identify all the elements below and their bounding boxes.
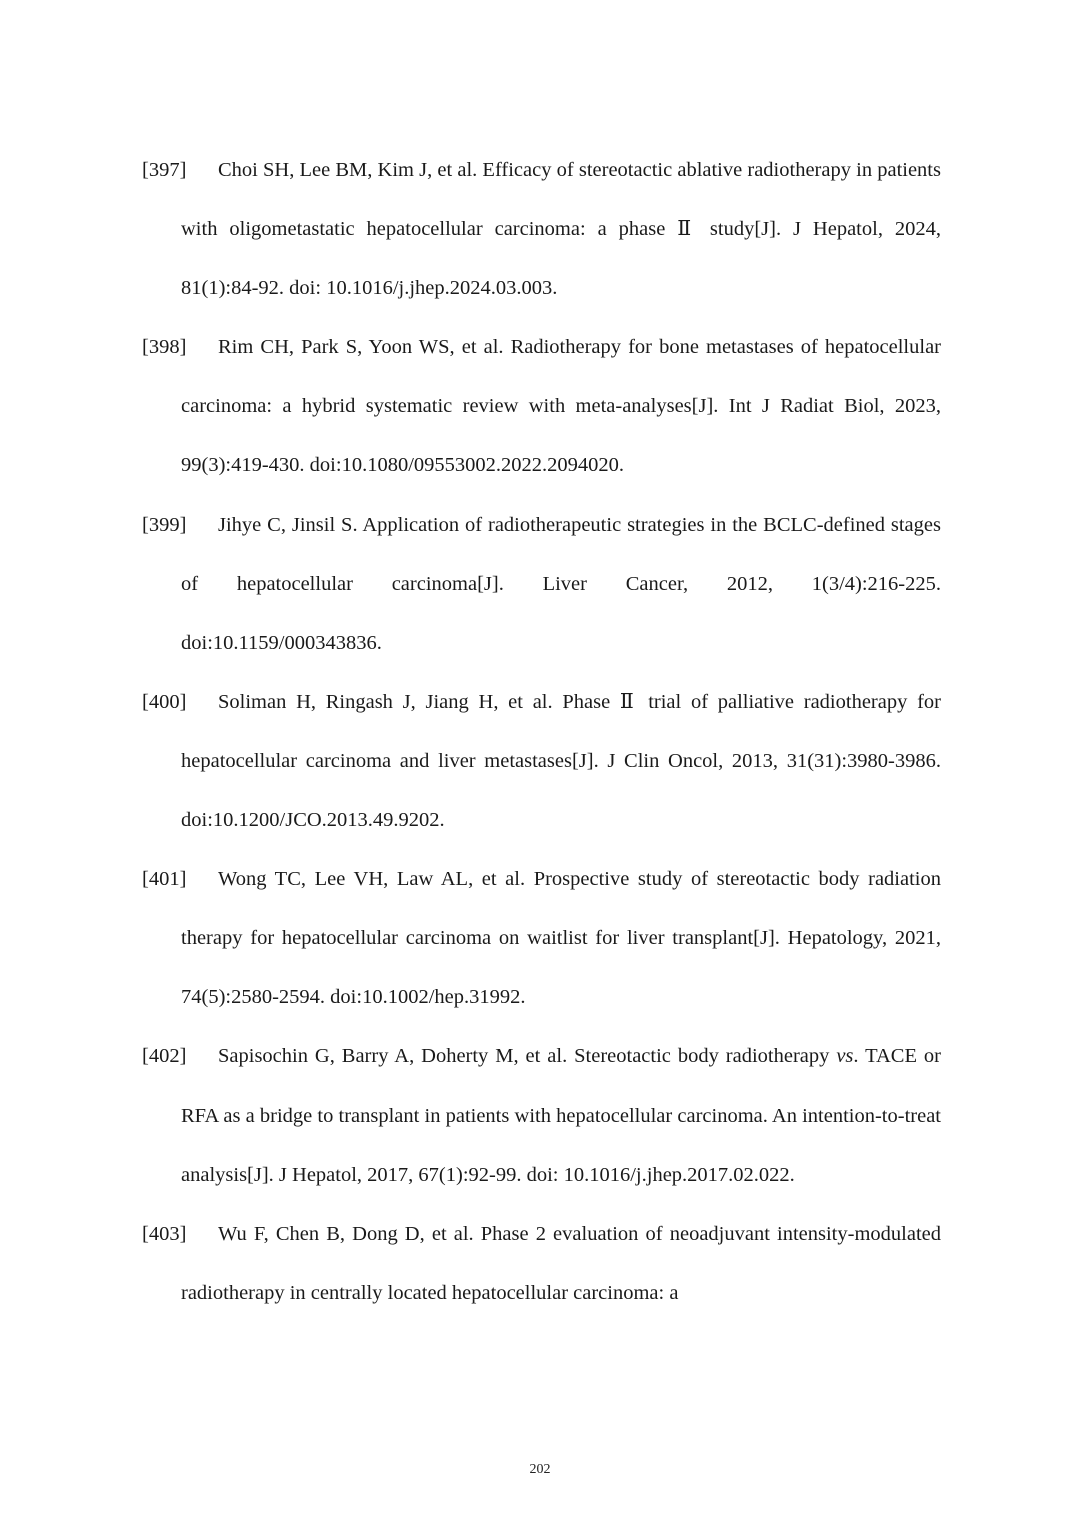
reference-text-italic: vs [836,1045,854,1068]
reference-item-403 [142,1205,941,1323]
reference-number: [401] [142,868,187,891]
reference-number: [399] [142,513,187,536]
reference-list [142,141,941,1323]
reference-number: [403] [142,1222,187,1245]
reference-number: [402] [142,1045,187,1068]
reference-text: Wu F, Chen B, Dong D, et al. Phase 2 evaluation of neoadjuvant intensity-modulated radiotherapy in centrally located hepatocellular carcinoma: a [181,1222,941,1304]
reference-number: [400] [142,690,187,713]
reference-item-398 [142,318,941,495]
reference-item-401 [142,850,941,1027]
reference-number: [397] [142,159,187,181]
page-number: 202 [529,1462,551,1477]
reference-number: [398] [142,336,187,359]
reference-text: Soliman H, Ringash J, Jiang H, et al. Phase Ⅱ trial of palliative radiotherapy for hepatocellular carcinoma and liver metastases[J]. J Clin Oncol, 2013, 31(31):3980-3986. doi:10.1200/JCO.2013.49.9202. [181,690,941,832]
reference-text: Wong TC, Lee VH, Law AL, et al. Prospective study of stereotactic body radiation therapy for hepatocellular carcinoma on waitlist for liver transplant[J]. Hepatology, 2021, 74(5):2580-2594. doi:10.1002/hep.31992. [181,868,941,1009]
reference-item-399 [142,496,941,673]
reference-text: Rim CH, Park S, Yoon WS, et al. Radiotherapy for bone metastases of hepatocellular carcinoma: a hybrid systematic review with meta-analyses[J]. Int J Radiat Biol, 2023, 99(3):419-430. doi:10.1080/09553002.2022.2094020. [181,336,941,477]
reference-text: Jihye C, Jinsil S. Application of radiotherapeutic strategies in the BCLC-defined stages of hepatocellular carcinoma[J]. Liver Cancer, 2012, 1(3/4):216-225. doi:10.1159/000343836. [181,513,941,654]
reference-item-397 [142,141,941,318]
reference-text-start: Sapisochin G, Barry A, Doherty M, et al. Stereotactic body radiotherapy [218,1045,837,1068]
reference-item-400 [142,673,941,850]
reference-item-402 [142,1027,941,1204]
reference-text: Choi SH, Lee BM, Kim J, et al. Efficacy of stereotactic ablative radiotherapy in patients with oligometastatic hepatocellular carcinoma: a phase Ⅱ study[J]. J Hepatol, 2024, 81(1):84-92. doi: 10.1016/j.jhep.2024.03.003. [181,159,941,300]
reference-text-end: . TACE or RFA as a bridge to transplant in patients with hepatocellular carcinoma. An intention-to-treat analysis[J]. J Hepatol, 2017, 67(1):92-99. doi: 10.1016/j.jhep.2017.02.022. [181,1045,941,1186]
